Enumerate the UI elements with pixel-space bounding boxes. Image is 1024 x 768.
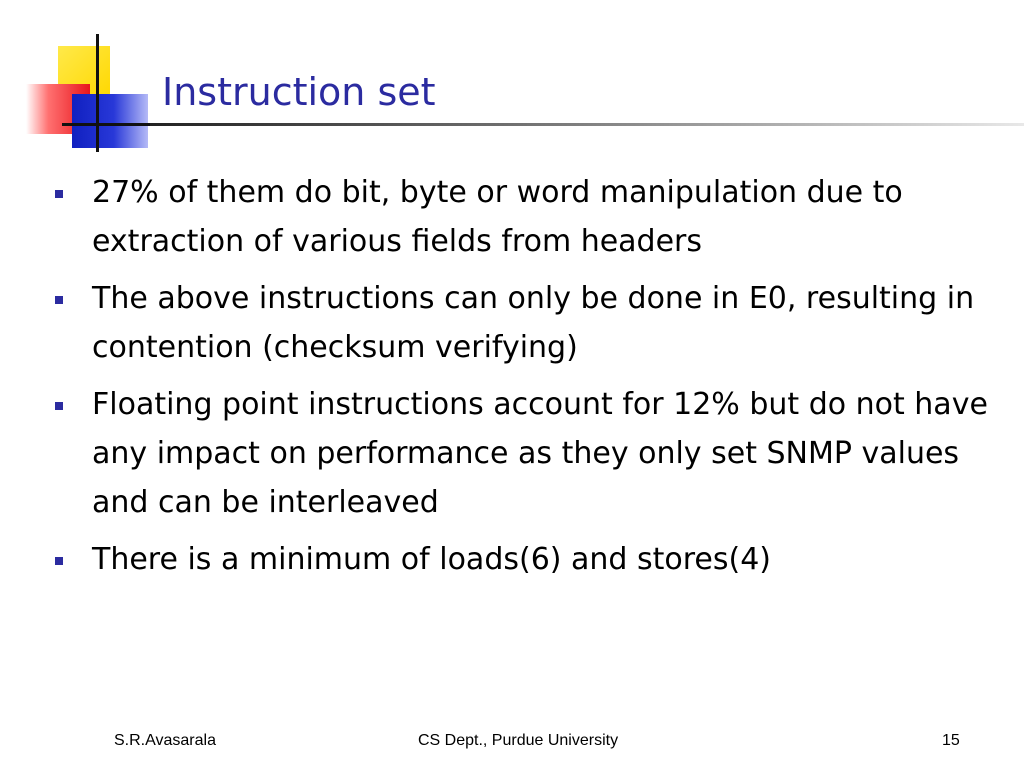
logo-horizontal-line [62,123,152,126]
decorative-logo-icon [0,0,160,160]
bullet-square-icon [55,190,63,198]
logo-blue-square [72,94,148,148]
bullet-text: The above instructions can only be done in E0, resulting in contention (checksum verifying) [92,281,975,365]
title-underline [150,123,1024,126]
bullet-list [52,168,992,592]
logo-vertical-line [96,34,99,152]
bullet-text: There is a minimum of loads(6) and stores(4) [92,542,771,577]
bullet-square-icon [55,296,63,304]
bullet-text: Floating point instructions account for 12% but do not have any impact on performance as they only set SNMP values and can be interleaved [92,387,988,520]
footer-page-number: 15 [942,732,960,749]
bullet-square-icon [55,402,63,410]
bullet-text: 27% of them do bit, byte or word manipulation due to extraction of various fields from headers [92,175,903,259]
bullet-item [52,535,992,584]
footer-department: CS Dept., Purdue University [418,732,619,749]
slide-title: Instruction set [162,70,436,114]
bullet-item [52,380,992,527]
bullet-item [52,274,992,372]
footer-author: S.R.Avasarala [114,732,216,749]
bullet-item [52,168,992,266]
bullet-square-icon [55,557,63,565]
